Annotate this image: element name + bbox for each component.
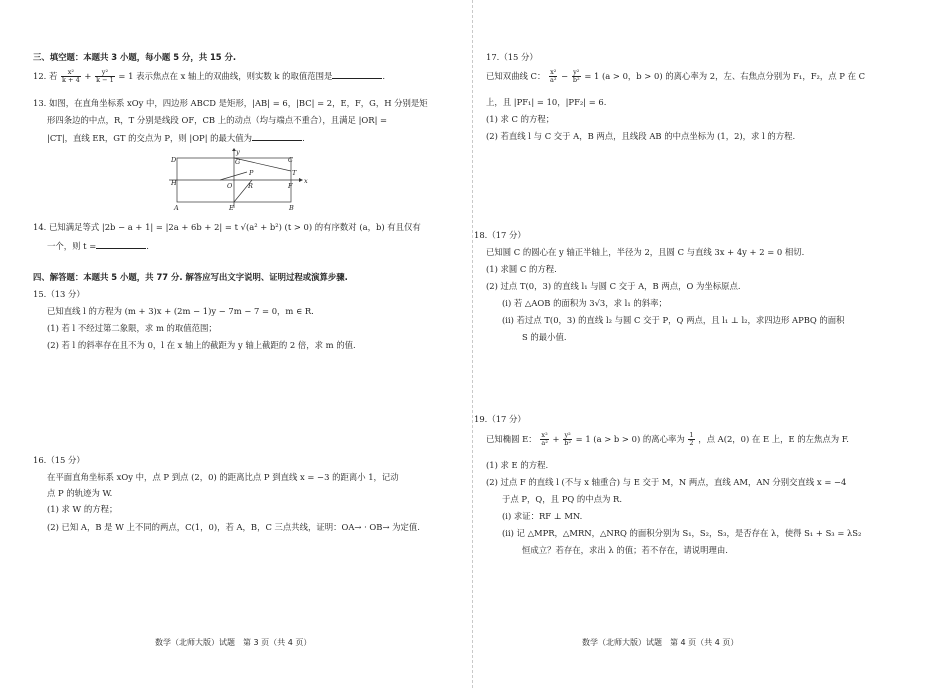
question-18-title: 18.（17 分）	[474, 230, 526, 240]
q12-pre: 若	[49, 70, 58, 81]
label-r: R	[248, 182, 253, 190]
label-a: A	[174, 204, 179, 212]
question-17-line-1	[486, 69, 865, 84]
question-13-line-1: 13. 如图，在直角坐标系 xOy 中，四边形 ABCD 是矩形，|AB| = 6，|BC| = 2，E，F，G，H 分别是矩	[33, 98, 428, 108]
q17-fraction-2	[572, 69, 581, 84]
q12-f2-num: y²	[101, 68, 109, 76]
label-t: T	[292, 169, 297, 177]
question-18-line-1: 已知圆 C 的圆心在 y 轴正半轴上，半径为 2，且圆 C 与直线 3x + 4y + 2 = 0 相切.	[486, 247, 805, 257]
question-17-line-2: 上，且 |PF₁| = 10，|PF₂| = 6.	[486, 97, 607, 107]
label-h: H	[171, 179, 177, 187]
q19-post: ，点 A(2，0) 在 E 上，E 的左焦点为 F.	[698, 433, 849, 444]
q12-number: 12.	[33, 70, 47, 81]
question-13-line-2: 形四条边的中点，R，T 分别是线段 OF，CB 上的动点（均与端点不重合），且满足 |OR| =	[47, 115, 388, 125]
question-17-title: 17.（15 分）	[486, 52, 538, 62]
label-d: D	[171, 156, 177, 164]
q17-minus: −	[561, 70, 569, 81]
question-16-part-2: (2) 已知 A，B 是 W 上不同的两点，C(1，0)，若 A，B，C 三点共线，证明：OA→ · OB→ 为定值.	[47, 522, 420, 532]
q19-f1-num: x²	[541, 431, 548, 439]
question-19-line-1	[486, 432, 849, 447]
q12-plus: +	[84, 70, 92, 81]
q17-f2-num: y²	[573, 68, 580, 76]
label-b: B	[289, 204, 294, 212]
question-18-sub-2b: S 的最小值.	[522, 332, 567, 342]
q19-e-num: 1	[689, 431, 694, 439]
q12-f1-num: x²	[67, 68, 75, 76]
question-15-part-1: (1) 若 l 不经过第二象限，求 m 的取值范围；	[47, 323, 217, 333]
question-17-part-1: (1) 求 C 的方程；	[486, 114, 555, 124]
question-19-part-2b: 于点 P，Q，且 PQ 的中点为 R.	[502, 494, 622, 504]
q19-fraction-2	[563, 432, 572, 447]
q19-e-den: 2	[689, 438, 694, 447]
label-e: E	[229, 204, 234, 212]
page-4-footer: 数学（北师大版）试题 第 4 页（共 4 页）	[582, 638, 739, 647]
question-16-title: 16.（15 分）	[33, 455, 85, 465]
q17-f2-den: b²	[572, 75, 580, 84]
question-18-part-2: (2) 过点 T(0，3) 的直线 l₁ 与圆 C 交于 A，B 两点，O 为坐标原点.	[486, 281, 741, 291]
q17-text: = 1 (a > 0，b > 0) 的离心率为 2，左、右焦点分别为 F₁，F₂，点 P 在 C	[584, 70, 866, 81]
question-15-title: 15.（13 分）	[33, 289, 85, 299]
q19-eccentricity-fraction	[688, 432, 694, 447]
question-18-sub-1: (ⅰ) 若 △AOB 的面积为 3√3，求 l₁ 的斜率；	[502, 298, 667, 308]
page-3-footer: 数学（北师大版）试题 第 3 页（共 4 页）	[155, 638, 312, 647]
x-axis-arrow	[299, 178, 303, 182]
q12-answer-blank[interactable]	[332, 70, 382, 79]
q12-end: .	[382, 70, 386, 81]
question-15-line-1: 已知直线 l 的方程为 (m + 3)x + (2m − 1)y − 7m − 7 = 0，m ∈ R.	[47, 306, 314, 316]
q14-line-2-text: 一个，则 t =	[47, 241, 97, 251]
line-op	[220, 172, 247, 180]
q13-figure	[165, 148, 315, 212]
q17-fraction-1	[549, 69, 557, 84]
question-19-sub-1: (ⅰ) 求证：RF ⊥ MN.	[502, 511, 583, 521]
question-19-part-2: (2) 过点 F 的直线 l (不与 x 轴重合) 与 E 交于 M，N 两点，直线 AM，AN 分别交直线 x = −4	[486, 477, 847, 487]
question-19-title: 19.（17 分）	[474, 414, 526, 424]
q19-fraction-1	[540, 432, 548, 447]
q12-fraction-2	[95, 69, 115, 84]
q19-pre: 已知椭圆 E：	[486, 433, 537, 444]
q14-end: .	[146, 241, 149, 251]
question-14-line-2	[47, 240, 149, 252]
label-g: G	[235, 158, 241, 166]
section-3-header: 三、填空题：本题共 3 小题，每小题 5 分，共 15 分.	[33, 52, 237, 62]
q12-f2-den: k − 1	[96, 75, 114, 84]
question-16-part-1: (1) 求 W 的方程；	[47, 504, 118, 514]
question-18-sub-2: (ⅱ) 若过点 T(0，3) 的直线 l₂ 与圆 C 交于 P，Q 两点，且 l₁ ⊥ l₂，求四边形 APBQ 的面积	[502, 315, 845, 325]
label-p: P	[249, 169, 254, 177]
question-13-line-3	[47, 132, 305, 144]
label-o: O	[227, 182, 233, 190]
q13-end: .	[302, 133, 305, 143]
question-16-line-1: 在平面直角坐标系 xOy 中，点 P 到点 (2，0) 的距离比点 P 到直线 x = −3 的距离小 1，记动	[47, 472, 399, 482]
question-19-sub-2b: 恒成立？若存在，求出 λ 的值；若不存在，请说明理由.	[522, 545, 728, 555]
question-18-part-1: (1) 求圆 C 的方程.	[486, 264, 557, 274]
line-gt	[234, 158, 291, 171]
q19-plus: +	[552, 433, 560, 444]
q19-mid: = 1 (a > b > 0) 的离心率为	[575, 433, 685, 444]
q19-f1-den: a²	[541, 438, 548, 447]
question-12	[33, 69, 385, 84]
q14-answer-blank[interactable]	[96, 240, 146, 249]
page-fold-line	[472, 0, 474, 688]
q13-line-3-text: |CT|，直线 ER，GT 的交点为 P，则 |OP| 的最大值为	[47, 133, 253, 143]
q19-f2-den: b²	[564, 438, 571, 447]
q19-f2-num: y²	[564, 431, 571, 439]
label-y: y	[236, 148, 240, 156]
q13-answer-blank[interactable]	[252, 132, 302, 141]
q17-f1-num: x²	[550, 68, 557, 76]
label-f: F	[288, 182, 293, 190]
q12-text: = 1 表示焦点在 x 轴上的双曲线，则实数 k 的取值范围是	[118, 70, 333, 81]
question-16-line-2: 点 P 的轨迹为 W.	[47, 488, 113, 498]
q12-f1-den: k + 4	[62, 75, 80, 84]
question-17-part-2: (2) 若直线 l 与 C 交于 A，B 两点，且线段 AB 的中点坐标为 (1，2)，求 l 的方程.	[486, 131, 796, 141]
q17-f1-den: a²	[550, 75, 557, 84]
label-x: x	[304, 177, 308, 185]
q17-pre: 已知双曲线 C：	[486, 70, 546, 81]
question-19-part-1: (1) 求 E 的方程.	[486, 460, 549, 470]
section-4-header: 四、解答题：本题共 5 小题，共 77 分. 解答应写出文字说明、证明过程或演算步骤.	[33, 272, 348, 282]
question-19-sub-2: (ⅱ) 记 △MPR，△MRN，△NRQ 的面积分别为 S₁，S₂，S₃，是否存在 λ，使得 S₁ + S₃ = λS₂	[502, 528, 862, 538]
question-15-part-2: (2) 若 l 的斜率存在且不为 0，l 在 x 轴上的截距为 y 轴上截距的 2 倍，求 m 的值.	[47, 340, 356, 350]
label-c: C	[288, 156, 293, 164]
q12-fraction-1	[61, 69, 81, 84]
question-14-line-1: 14. 已知满足等式 |2b − a + 1| = |2a + 6b + 2| = t √(a² + b²) (t > 0) 的有序数对 (a，b) 有且仅有	[33, 222, 421, 232]
